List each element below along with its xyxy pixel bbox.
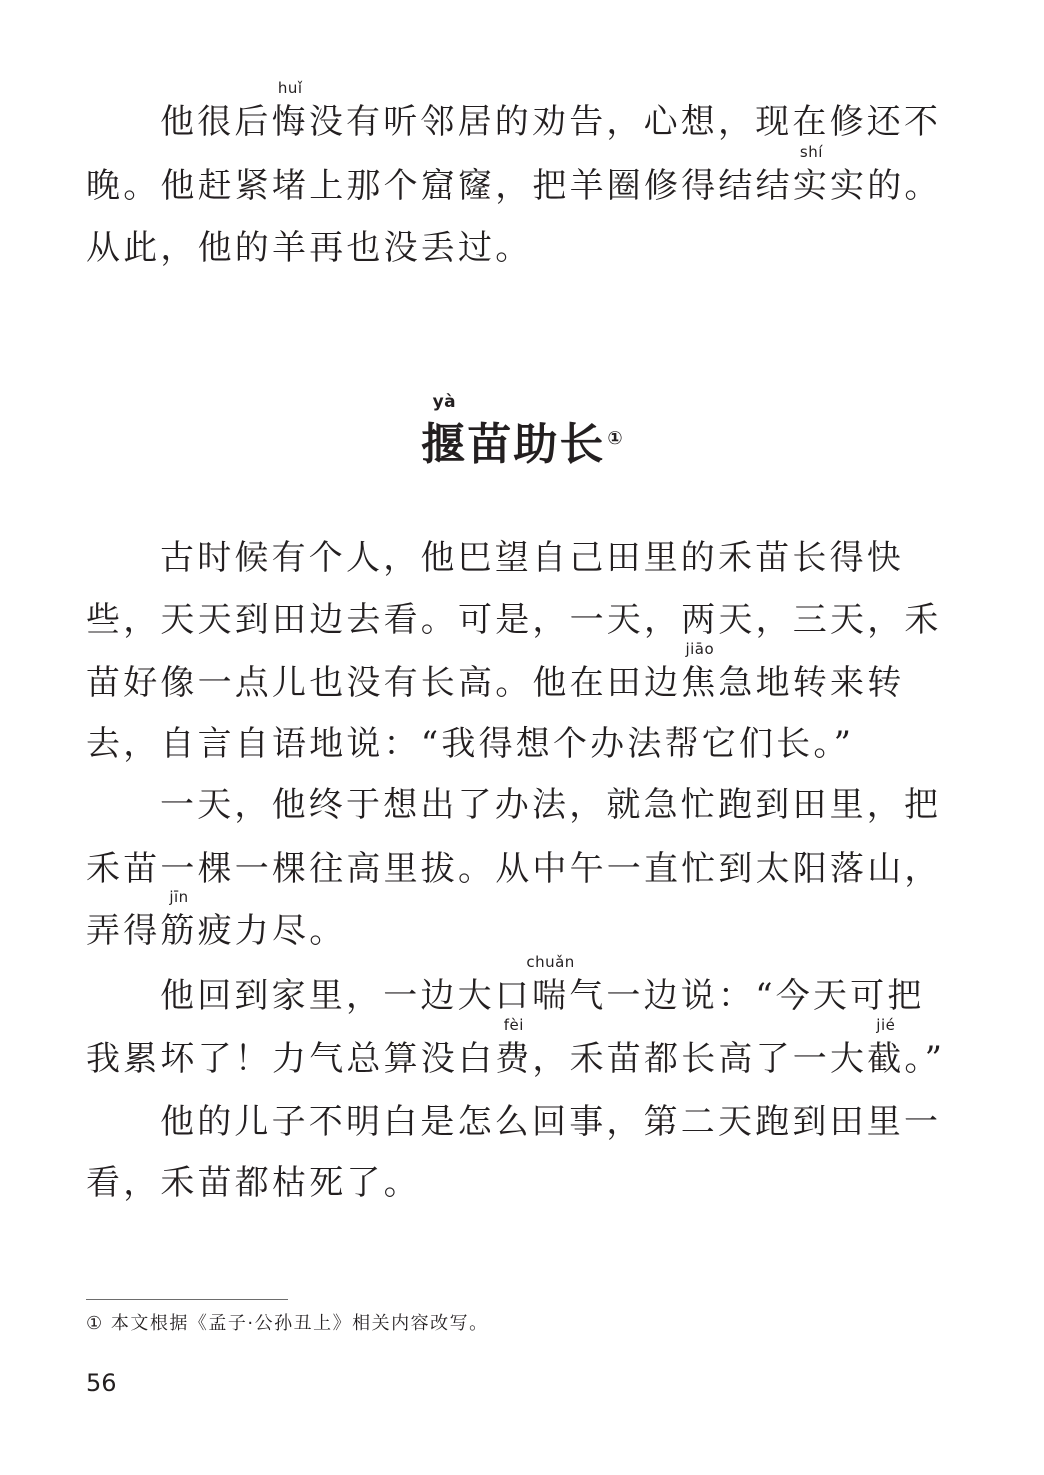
text-line [86, 1163, 918, 1203]
footnote-mark: ① [607, 428, 623, 449]
text-line [86, 600, 942, 640]
text-line [86, 724, 918, 764]
pinyin-char [160, 888, 198, 951]
text-segment: 从此，他的羊再也没丢过。 [86, 228, 533, 268]
text-segment: 他很后 [160, 102, 272, 142]
page-number: 56 [86, 1369, 117, 1397]
text-segment: 一天，他终于想出了办法，就急忙跑到田里，把 [160, 785, 942, 825]
pinyin: jié [876, 1016, 896, 1034]
text-segment: 些，天天到田边去看。可是，一天，两天，三天，禾 [86, 600, 942, 640]
hanzi: 喘 [532, 976, 570, 1016]
pinyin-char [867, 1016, 905, 1079]
hanzi: 费 [495, 1039, 533, 1079]
text-segment: 气一边说：“今天可把 [569, 976, 925, 1016]
text-line [160, 538, 918, 578]
text-segment: 古时候有个人，他巴望自己田里的禾苗长得快 [160, 538, 904, 578]
text-line [86, 888, 918, 951]
pinyin: chuǎn [526, 953, 575, 971]
pinyin: shí [799, 143, 823, 161]
pinyin: fèi [503, 1016, 524, 1034]
text-line [86, 849, 942, 889]
text-line [86, 640, 918, 703]
text-segment: 急地转来转 [718, 663, 905, 703]
pinyin-char [271, 79, 309, 142]
text-segment: 没有听邻居的劝告，心想，现在修还不 [308, 102, 942, 142]
text-segment: 去，自言自语地说：“我得想个办法帮它们长。” [86, 724, 855, 764]
pinyin: huǐ [277, 79, 303, 97]
text-segment: 弄得 [86, 911, 161, 951]
text-segment: 。” [904, 1039, 946, 1079]
text-line [160, 1102, 942, 1142]
hanzi: 截 [867, 1039, 905, 1079]
text-segment: 疲力尽。 [197, 911, 347, 951]
pinyin-char [681, 640, 719, 703]
text-line [86, 143, 942, 206]
pinyin-char [495, 1016, 533, 1079]
text-segment: 我累坏了！力气总算没白 [86, 1039, 496, 1079]
text-segment: ，禾苗都长高了一大 [532, 1039, 868, 1079]
story-title [0, 392, 1044, 470]
hanzi: 筋 [160, 911, 198, 951]
text-line [86, 1016, 946, 1079]
hanzi: 焦 [681, 663, 719, 703]
pinyin: jiāo [685, 640, 715, 658]
text-segment: 晚。他赶紧堵上那个窟窿，把羊圈修得结结 [86, 166, 793, 206]
pinyin: yà [432, 392, 457, 412]
text-segment: 他回到家里，一边大口 [160, 976, 532, 1016]
hanzi: 实 [792, 166, 831, 206]
text-line [86, 228, 918, 268]
text-segment: 禾苗一棵一棵往高里拔。从中午一直忙到太阳落山， [86, 849, 942, 889]
hanzi: 悔 [271, 102, 309, 142]
footnote: ① 本文根据《孟子·公孙丑上》相关内容改写。 [86, 1313, 489, 1334]
text-segment: 实的。 [830, 166, 942, 206]
pinyin-char [792, 143, 831, 206]
hanzi: 揠 [421, 419, 468, 470]
footnote-divider [86, 1299, 288, 1300]
pinyin-char [526, 953, 575, 1016]
text-line [160, 79, 942, 142]
pinyin: jīn [169, 888, 189, 906]
text-segment: 看，禾苗都枯死了。 [86, 1163, 421, 1203]
text-line [160, 953, 925, 1016]
text-line [160, 785, 942, 825]
title-text: 苗助长 [467, 419, 606, 470]
text-segment: 他的儿子不明白是怎么回事，第二天跑到田里一 [160, 1102, 942, 1142]
text-segment: 苗好像一点儿也没有长高。他在田边 [86, 663, 682, 703]
pinyin-char [421, 392, 468, 470]
